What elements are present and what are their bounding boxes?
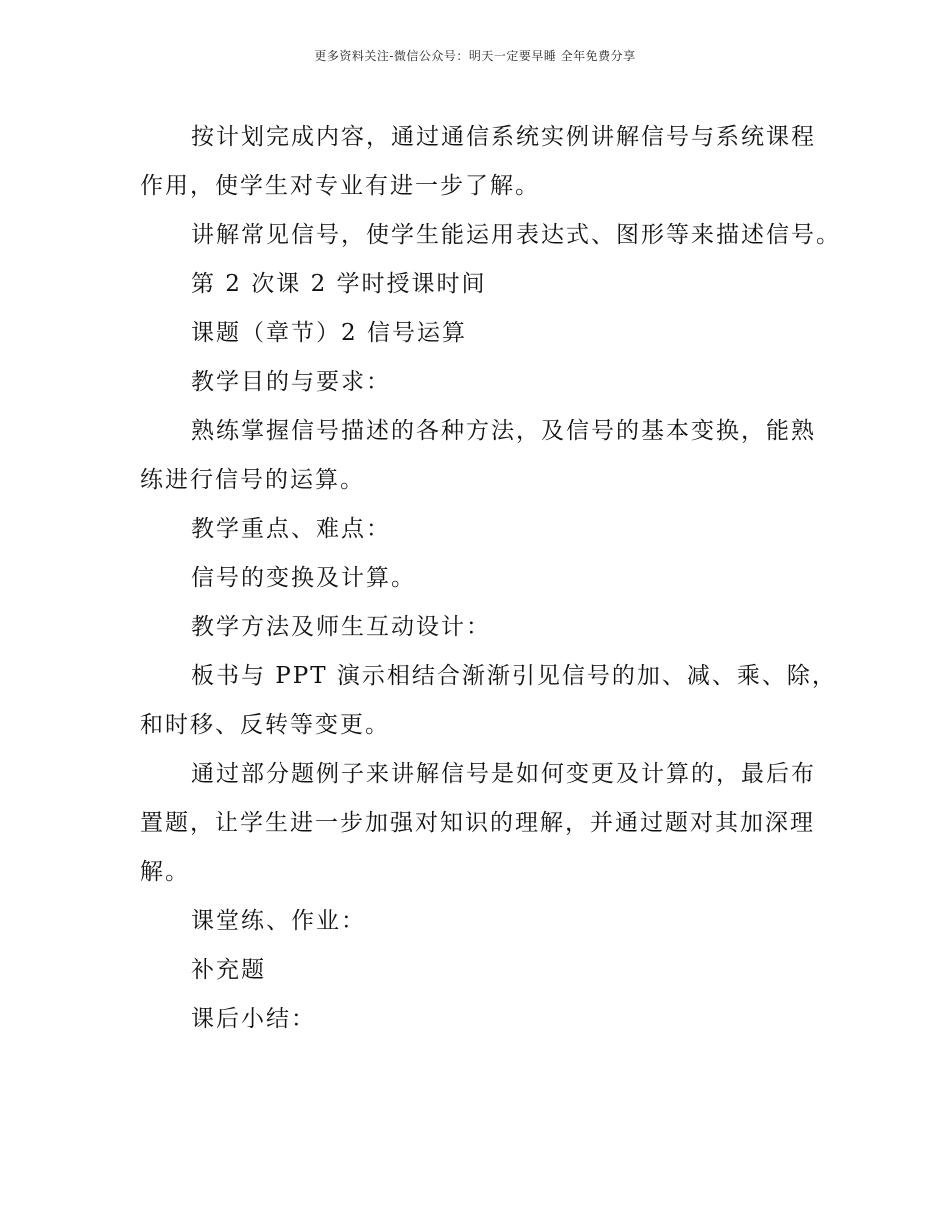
paragraph-line: 置题，让学生进一步加强对知识的理解，并通过题对其加深理 <box>140 810 815 836</box>
paragraph-line: 练进行信号的运算。 <box>140 467 365 493</box>
section-heading-methods: 教学方法及师生互动设计： <box>191 614 491 640</box>
lesson-number-line: 第 2 次课 2 学时授课时间 <box>191 271 487 297</box>
page-header: 更多资料关注-微信公众号：明天一定要早睡 全年免费分享 <box>314 49 636 63</box>
lesson-topic-line: 课题（章节）2 信号运算 <box>191 320 467 346</box>
section-heading-key-points: 教学重点、难点： <box>191 516 391 542</box>
paragraph-line: 和时移、反转等变更。 <box>140 712 390 738</box>
paragraph-line: 补充题 <box>191 957 266 983</box>
section-heading-summary: 课后小结： <box>191 1006 316 1032</box>
section-heading-objectives: 教学目的与要求： <box>191 369 391 395</box>
paragraph-line: 按计划完成内容，通过通信系统实例讲解信号与系统课程 <box>191 124 816 150</box>
paragraph-line: 板书与 PPT 演示相结合渐渐引见信号的加、减、乘、除， <box>191 663 837 689</box>
paragraph-line: 解。 <box>140 859 190 885</box>
paragraph-line: 信号的变换及计算。 <box>191 565 416 591</box>
document-body <box>140 113 841 1044</box>
paragraph-line: 作用，使学生对专业有进一步了解。 <box>140 173 540 199</box>
paragraph-line: 讲解常见信号，使学生能运用表达式、图形等来描述信号。 <box>191 222 841 248</box>
section-heading-homework: 课堂练、作业： <box>191 908 366 934</box>
paragraph-line: 熟练掌握信号描述的各种方法，及信号的基本变换，能熟 <box>191 418 816 444</box>
paragraph-line: 通过部分题例子来讲解信号是如何变更及计算的，最后布 <box>191 761 816 787</box>
